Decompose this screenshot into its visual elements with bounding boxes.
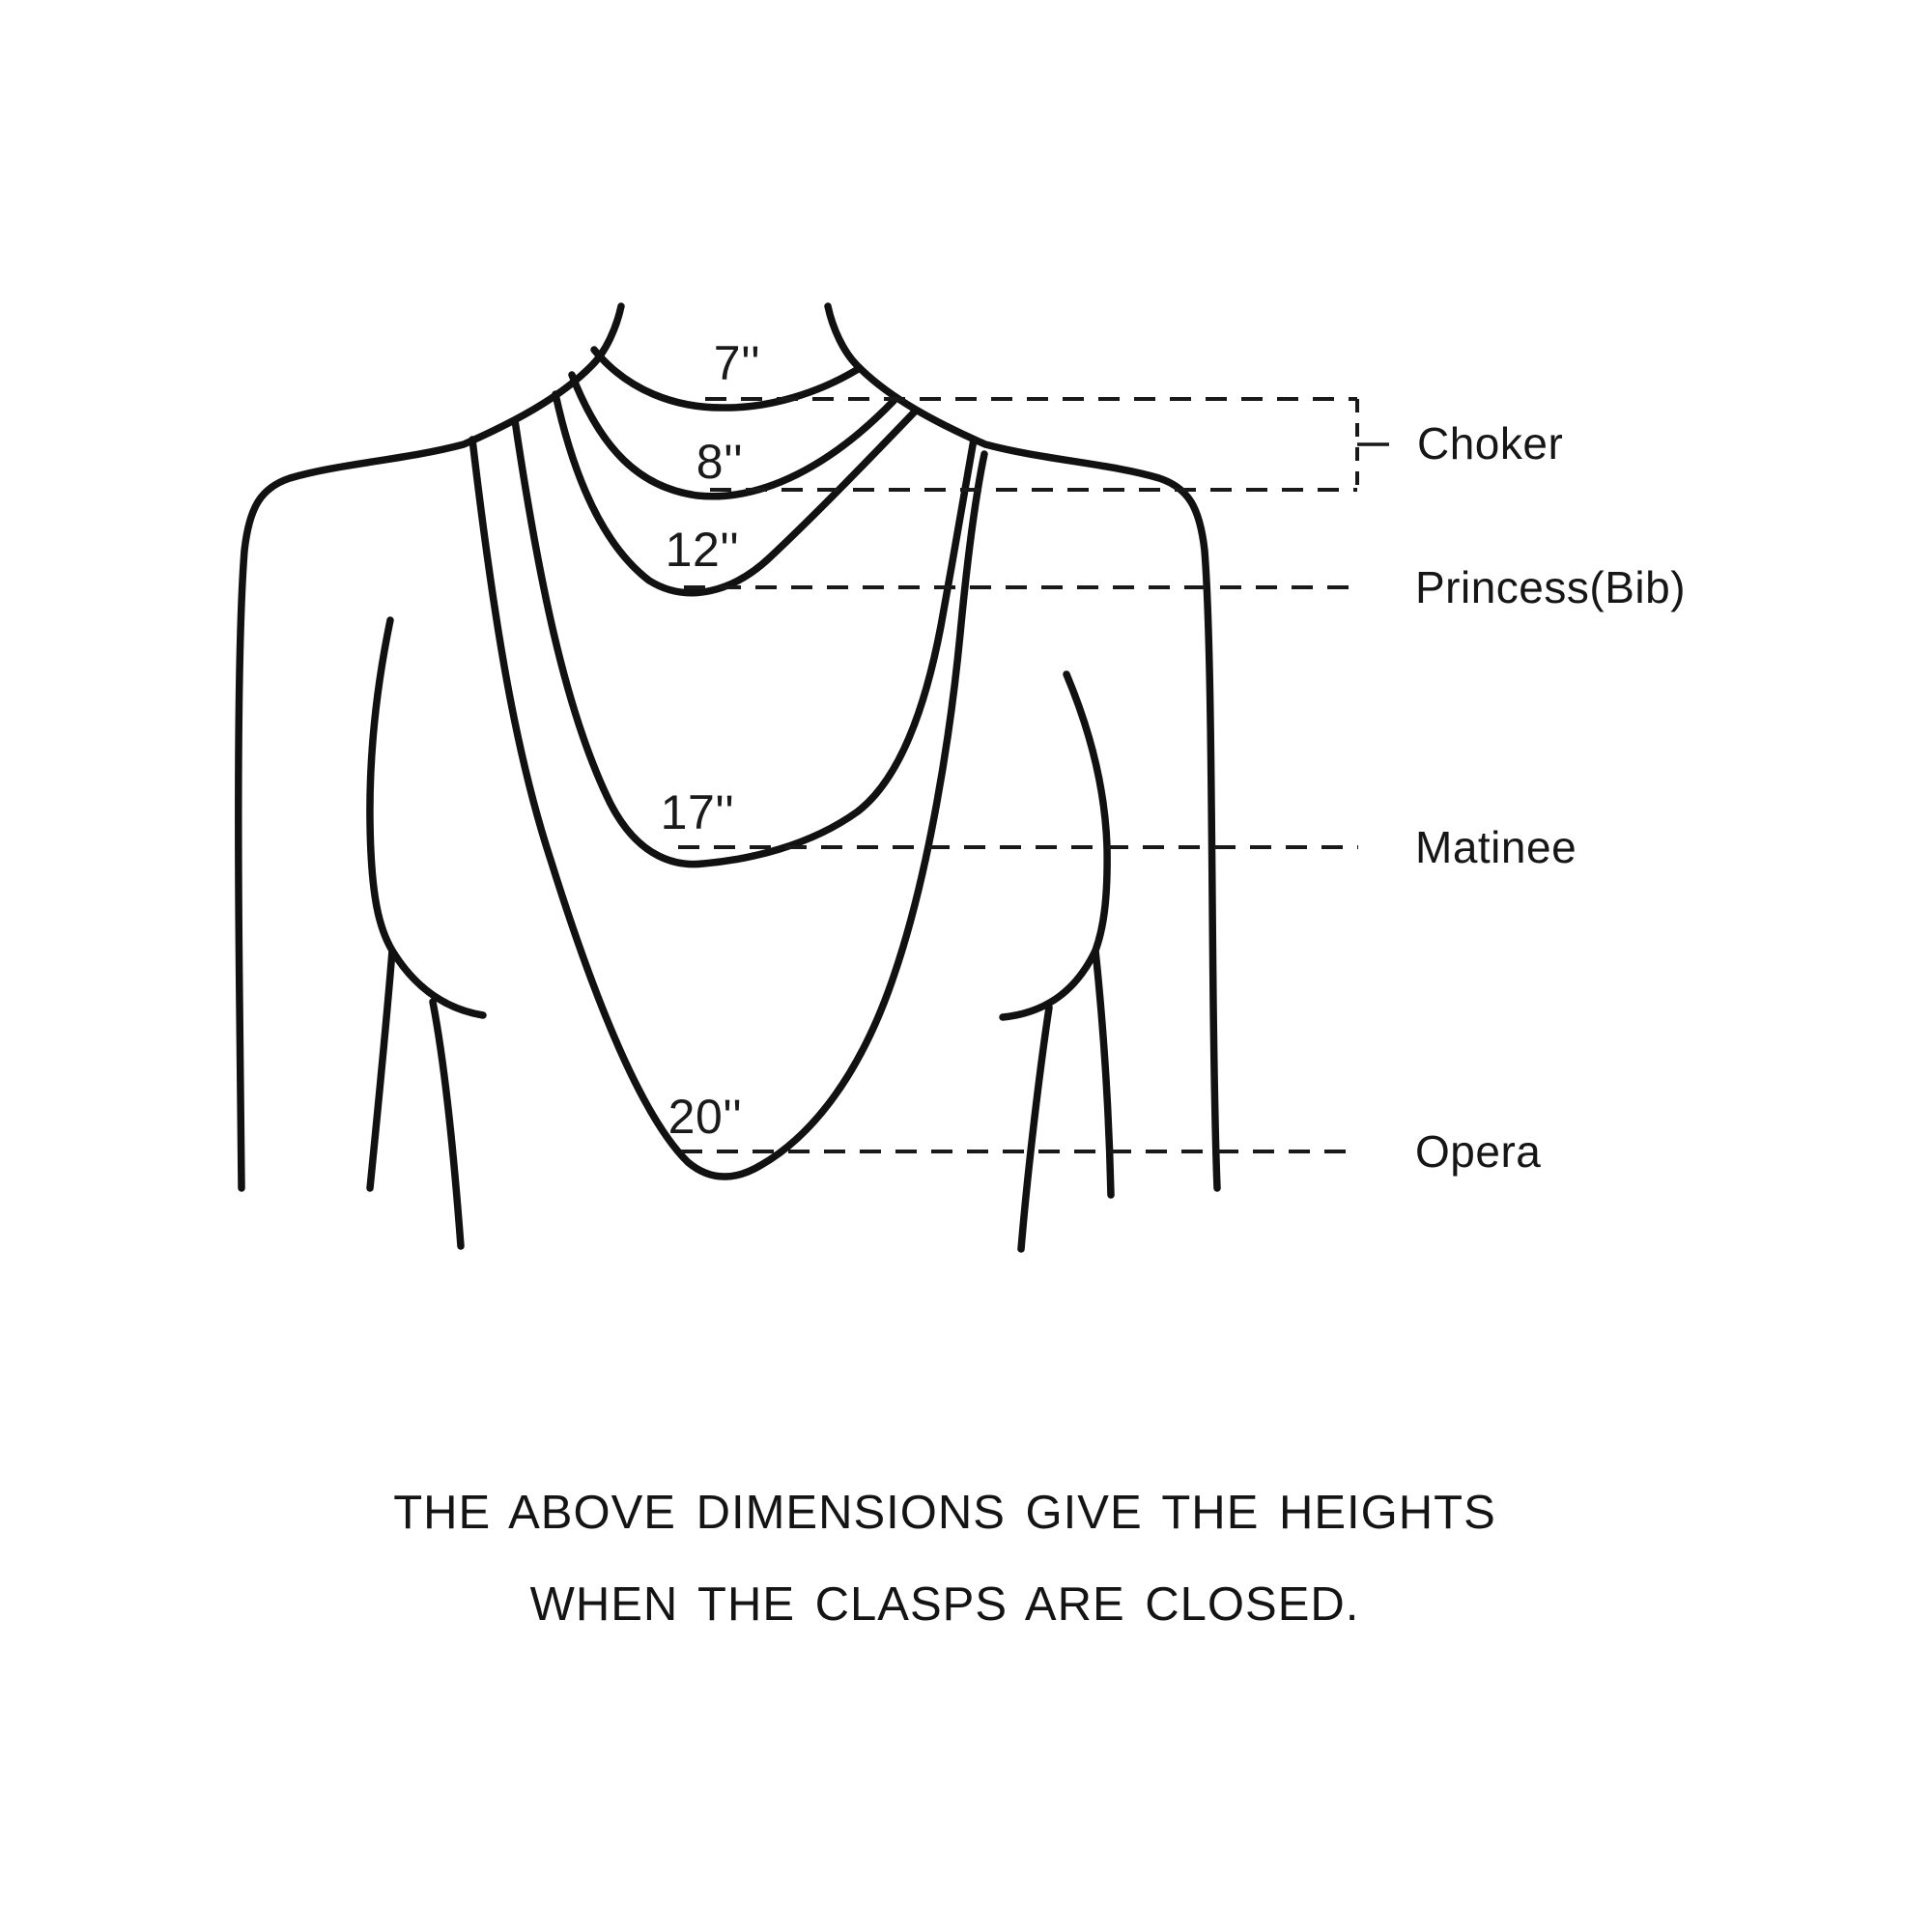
measurement-7in: 7'' (713, 336, 761, 390)
style-labels (1415, 418, 1686, 1177)
breast-curve-left (392, 951, 483, 1015)
guide-lines (678, 399, 1389, 1151)
label-choker: Choker (1417, 418, 1564, 469)
length-measurements (661, 336, 761, 1144)
label-opera: Opera (1415, 1126, 1542, 1177)
measurement-17in: 17'' (660, 785, 735, 839)
inner-arm-left (370, 620, 392, 1188)
footer-note (393, 1487, 1496, 1631)
measurement-8in: 8'' (696, 435, 744, 489)
label-matinee: Matinee (1415, 822, 1577, 872)
footer-line-2: WHEN THE CLASPS ARE CLOSED. (529, 1578, 1360, 1631)
inner-arm-right (1066, 674, 1111, 1195)
measurement-20in: 20'' (668, 1090, 743, 1144)
torso-side-left (433, 1002, 461, 1246)
footer-line-1: THE ABOVE DIMENSIONS GIVE THE HEIGHTS (393, 1487, 1496, 1539)
measurement-12in: 12'' (665, 523, 740, 577)
label-princess-bib: Princess(Bib) (1415, 562, 1687, 612)
torso-side-right (1021, 1008, 1049, 1249)
